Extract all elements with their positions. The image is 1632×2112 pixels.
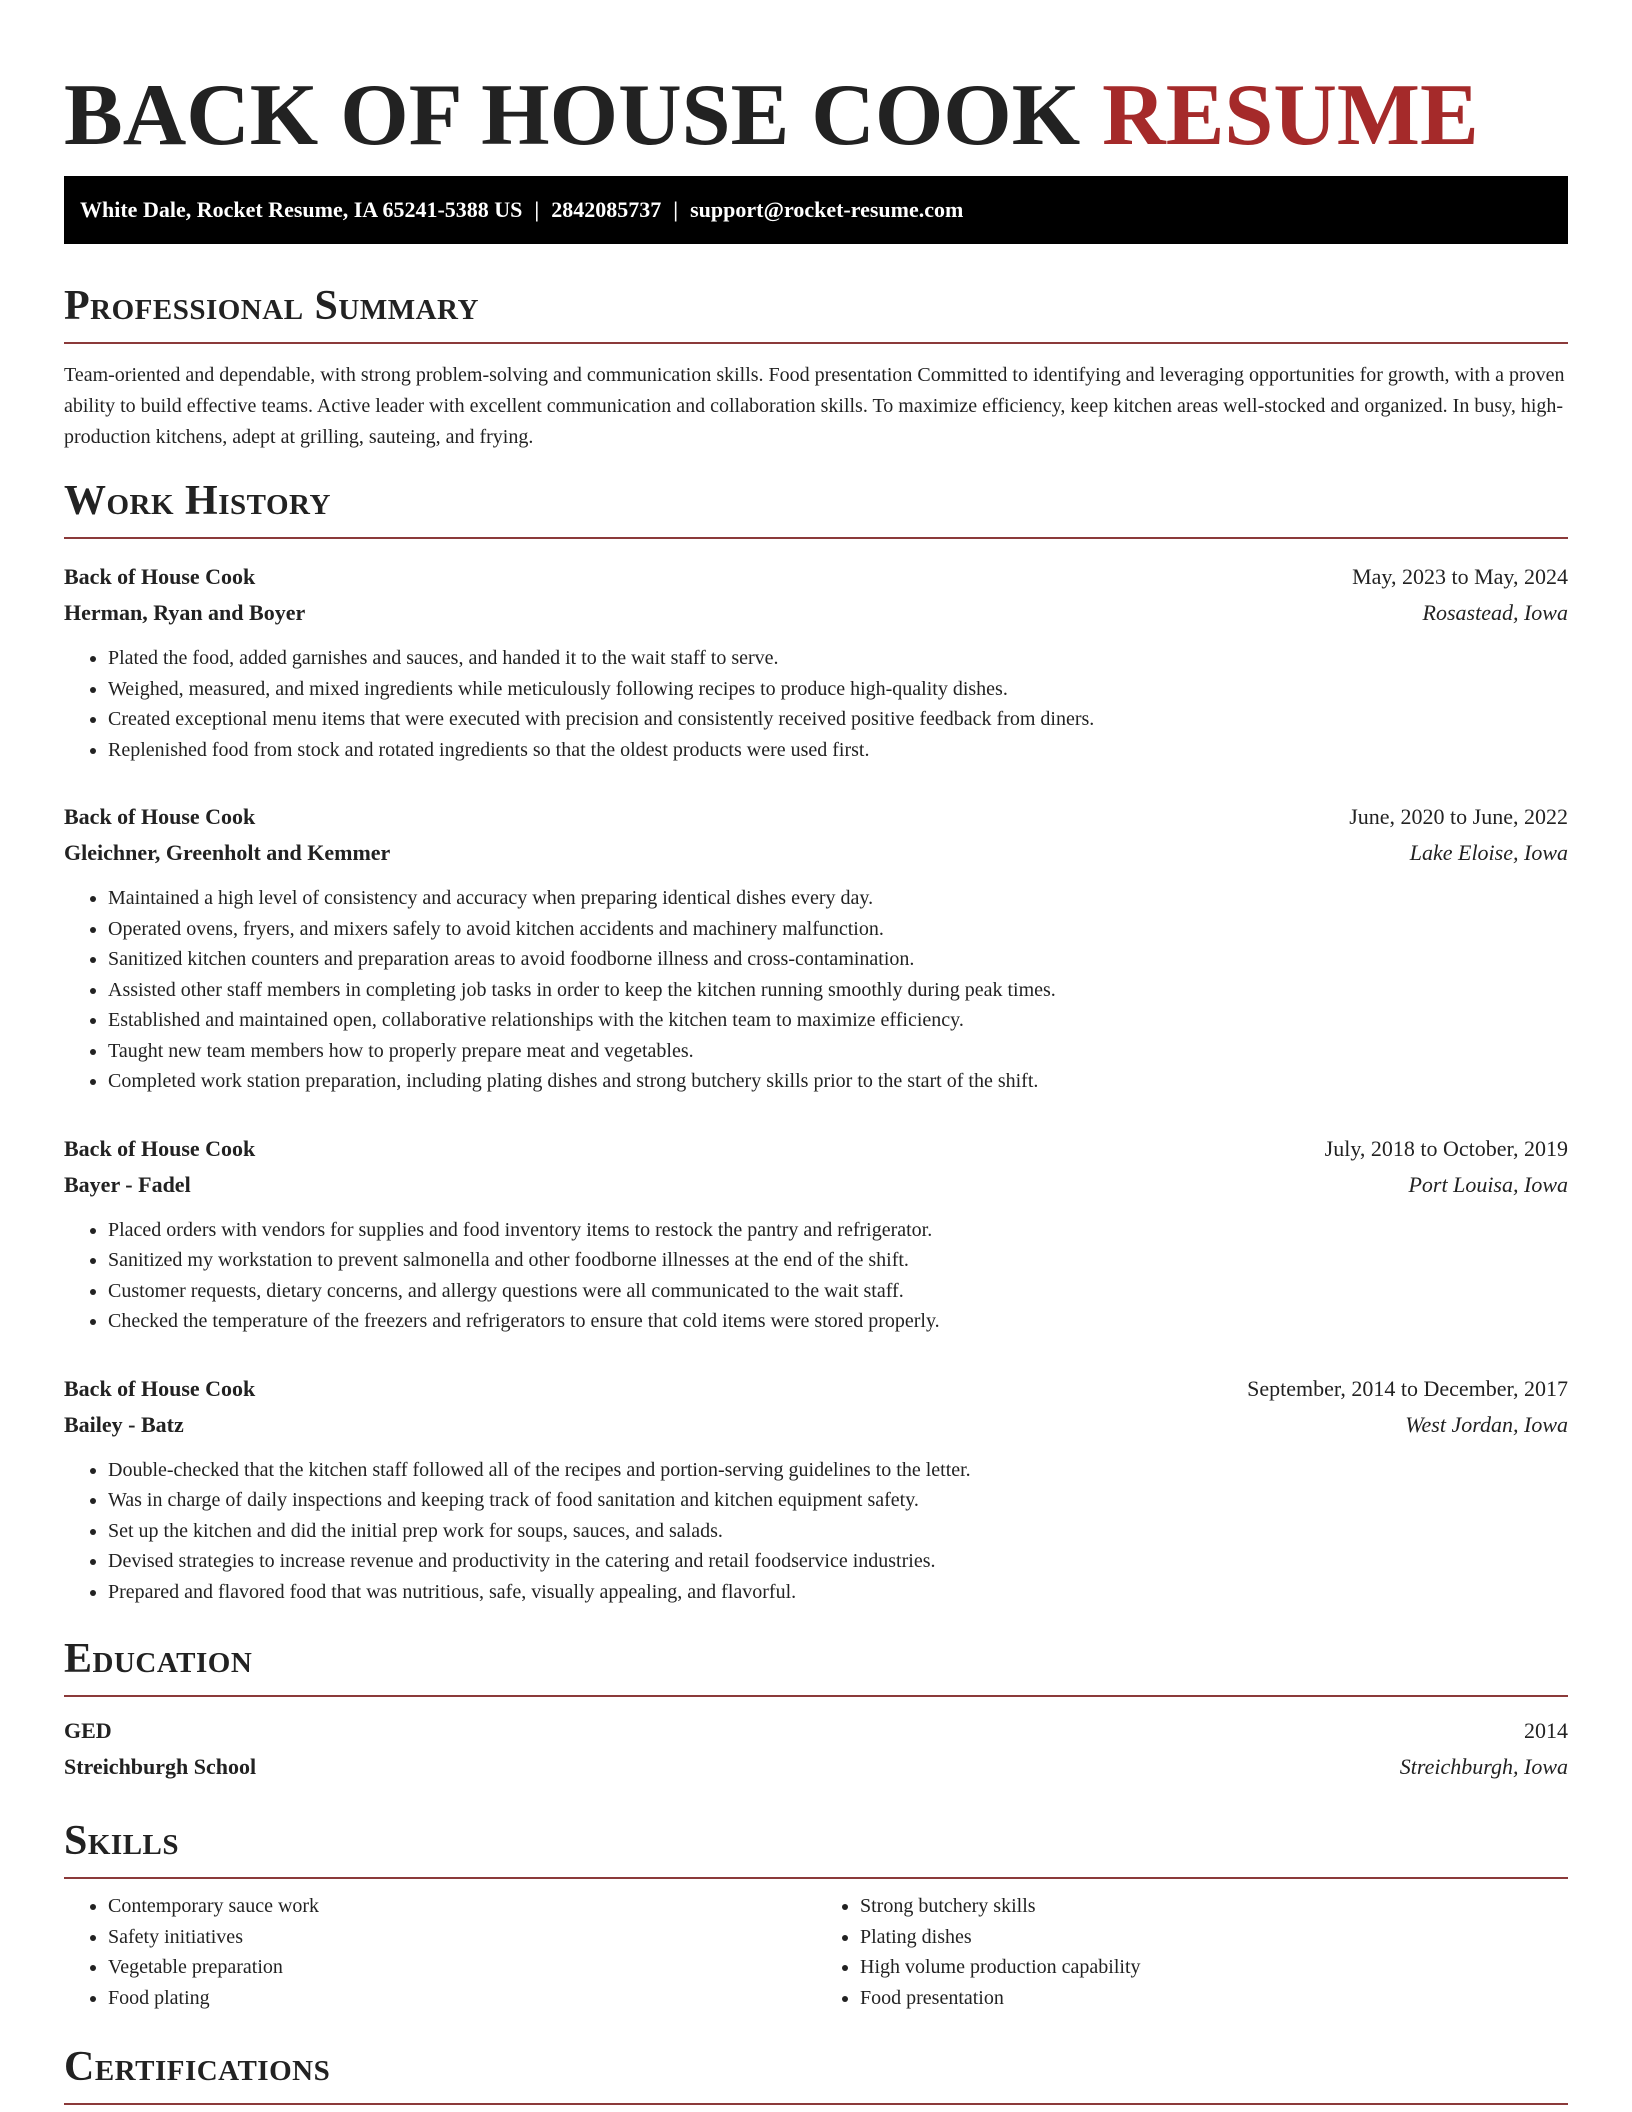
job-title: Back of House Cook — [64, 804, 256, 829]
job-bullets — [64, 1215, 1568, 1337]
section-heading-summary: Professional Summary — [64, 282, 1568, 344]
skill-item: • Vegetable preparation — [108, 1952, 816, 1983]
education-school: Streichburgh School — [64, 1754, 257, 1779]
job-row-company — [64, 1407, 1568, 1443]
job-entry — [64, 799, 1568, 1097]
job-bullet-item: • Double-checked that the kitchen staff followed all of the recipes and portion-serving guidelines to the letter. — [108, 1455, 1568, 1486]
summary-section — [64, 282, 1568, 453]
education-degree: GED — [64, 1718, 112, 1743]
job-bullet-item: • Maintained a high level of consistency and accuracy when preparing identical dishes every day. — [108, 883, 1568, 914]
job-bullet-item: • Weighed, measured, and mixed ingredients while meticulously following recipes to produce high-quality dishes. — [108, 674, 1568, 705]
job-bullet-item: • Established and maintained open, collaborative relationships with the kitchen team to maximize efficiency. — [108, 1005, 1568, 1036]
contact-separator: | — [673, 197, 679, 222]
job-bullets — [64, 643, 1568, 765]
job-bullet-item: • Set up the kitchen and did the initial prep work for soups, sauces, and salads. — [108, 1516, 1568, 1547]
resume-title-accent: RESUME — [1102, 67, 1479, 164]
skills-list-right — [816, 1891, 1568, 2013]
skill-item: • Plating dishes — [860, 1922, 1568, 1953]
jobs-list — [64, 559, 1568, 1607]
job-bullet-item: • Plated the food, added garnishes and sauces, and handed it to the wait staff to serve. — [108, 643, 1568, 674]
job-row-company — [64, 595, 1568, 631]
section-heading-skills: Skills — [64, 1817, 1568, 1879]
job-row-company — [64, 1167, 1568, 1203]
job-dates: June, 2020 to June, 2022 — [1349, 804, 1568, 829]
job-bullet-item: • Taught new team members how to properly prepare meat and vegetables. — [108, 1036, 1568, 1067]
job-title: Back of House Cook — [64, 1375, 256, 1401]
education-entry — [64, 1713, 1568, 1785]
resume-title — [64, 56, 1568, 176]
skill-item: • High volume production capability — [860, 1952, 1568, 1983]
section-heading-education: Education — [64, 1635, 1568, 1697]
job-dates: July, 2018 to October, 2019 — [1324, 1135, 1568, 1161]
job-bullets — [64, 1455, 1568, 1608]
summary-text: Team-oriented and dependable, with strong problem-solving and communication skills. Food presentation Committed to identifying and leveraging opportunities for growth, with a proven ability to build effective teams. Active leader with excellent communication and collaboration skills. To maximize efficiency, keep kitchen areas well-stocked and organized. In busy, high-production kitchens, adept at grilling, sauteing, and frying. — [64, 364, 1565, 448]
job-bullet-item: • Sanitized my workstation to prevent salmonella and other foodborne illnesses at the end of the shift. — [108, 1245, 1568, 1276]
skills-list-left — [64, 1891, 816, 2013]
job-title: Back of House Cook — [64, 1135, 256, 1161]
job-company: Bayer - Fadel — [64, 1171, 191, 1197]
job-bullet-item: • Placed orders with vendors for supplies and food inventory items to restock the pantry and refrigerator. — [108, 1215, 1568, 1246]
skills-section — [64, 1817, 1568, 2013]
job-row-title — [64, 559, 1568, 595]
job-bullet-item: • Created exceptional menu items that were executed with precision and consistently received positive feedback from diners. — [108, 704, 1568, 735]
certifications-section — [64, 2043, 1568, 2105]
work-history-section — [64, 477, 1568, 1607]
section-heading-work-history: Work History — [64, 477, 1568, 539]
education-row-2 — [64, 1749, 1568, 1785]
job-location: Port Louisa, Iowa — [1408, 1171, 1568, 1197]
education-row-1 — [64, 1713, 1568, 1749]
job-title: Back of House Cook — [64, 564, 256, 589]
skill-item: • Contemporary sauce work — [108, 1891, 816, 1922]
job-bullet-item: • Customer requests, dietary concerns, and allergy questions were all communicated to the wait staff. — [108, 1276, 1568, 1307]
job-location: West Jordan, Iowa — [1405, 1411, 1568, 1437]
job-dates: September, 2014 to December, 2017 — [1247, 1375, 1568, 1401]
job-row-title — [64, 799, 1568, 835]
skill-item: • Strong butchery skills — [860, 1891, 1568, 1922]
job-bullet-item: • Devised strategies to increase revenue and productivity in the catering and retail foodservice industries. — [108, 1546, 1568, 1577]
skill-item: • Food presentation — [860, 1983, 1568, 2014]
skill-item: • Food plating — [108, 1983, 816, 2014]
job-row-company — [64, 835, 1568, 871]
resume-title-main: BACK OF HOUSE COOK — [64, 67, 1081, 164]
job-bullet-item: • Assisted other staff members in completing job tasks in order to keep the kitchen running smoothly during peak times. — [108, 975, 1568, 1006]
job-dates: May, 2023 to May, 2024 — [1352, 564, 1568, 589]
job-bullet-item: • Replenished food from stock and rotated ingredients so that the oldest products were used first. — [108, 735, 1568, 766]
job-bullet-item: • Checked the temperature of the freezers and refrigerators to ensure that cold items were stored properly. — [108, 1306, 1568, 1337]
job-row-title — [64, 1371, 1568, 1407]
education-section — [64, 1635, 1568, 1785]
contact-address: White Dale, Rocket Resume, IA 65241-5388 US — [80, 197, 523, 222]
job-bullet-item: • Was in charge of daily inspections and keeping track of food sanitation and kitchen equipment safety. — [108, 1485, 1568, 1516]
job-company: Herman, Ryan and Boyer — [64, 600, 306, 625]
job-bullet-item: • Sanitized kitchen counters and preparation areas to avoid foodborne illness and cross-contamination. — [108, 944, 1568, 975]
job-bullet-item: • Prepared and flavored food that was nutritious, safe, visually appealing, and flavorful. — [108, 1577, 1568, 1608]
education-year: 2014 — [1524, 1718, 1568, 1743]
job-company: Gleichner, Greenholt and Kemmer — [64, 840, 391, 865]
skills-columns — [64, 1879, 1568, 2013]
job-location: Rosastead, Iowa — [1422, 600, 1568, 625]
job-company: Bailey - Batz — [64, 1411, 184, 1437]
contact-email[interactable]: support@rocket-resume.com — [690, 197, 964, 222]
job-entry — [64, 1371, 1568, 1608]
contact-bar — [64, 176, 1568, 244]
education-location: Streichburgh, Iowa — [1399, 1754, 1568, 1779]
job-bullet-item: • Completed work station preparation, including plating dishes and strong butchery skills prior to the start of the shift. — [108, 1066, 1568, 1097]
section-heading-certifications: Certifications — [64, 2043, 1568, 2105]
job-entry — [64, 559, 1568, 765]
job-location: Lake Eloise, Iowa — [1409, 840, 1568, 865]
skill-item: • Safety initiatives — [108, 1922, 816, 1953]
job-entry — [64, 1131, 1568, 1337]
job-bullet-item: • Operated ovens, fryers, and mixers safely to avoid kitchen accidents and machinery malfunction. — [108, 914, 1568, 945]
job-bullets — [64, 883, 1568, 1097]
job-row-title — [64, 1131, 1568, 1167]
contact-phone[interactable]: 2842085737 — [551, 197, 662, 222]
resume-page — [64, 0, 1568, 2105]
contact-separator: | — [534, 197, 540, 222]
